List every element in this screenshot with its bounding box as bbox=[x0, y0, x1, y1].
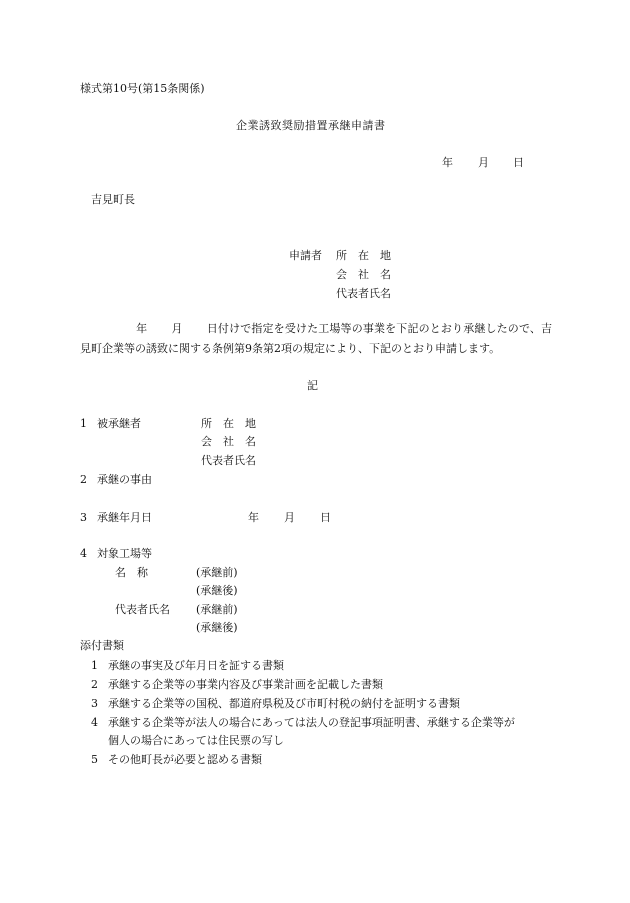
date-day-label: 日 bbox=[513, 156, 524, 169]
item3-label: 承継年月日 bbox=[97, 511, 152, 524]
date-year-label: 年 bbox=[442, 156, 453, 169]
item1-address-label: 所 在 地 bbox=[201, 417, 256, 430]
attachment-5-text: その他町長が必要と認める書類 bbox=[108, 753, 262, 766]
attachment-2-text: 承継する企業等の事業内容及び事業計画を記載した書類 bbox=[108, 678, 383, 691]
ki-heading: 記 bbox=[307, 379, 318, 392]
attachment-4-text-continued: 個人の場合にあっては住民票の写し bbox=[108, 734, 284, 747]
item3-day-label: 日 bbox=[320, 511, 331, 524]
applicant-company-label: 会 社 名 bbox=[336, 268, 391, 281]
item2-number: 2 bbox=[80, 473, 87, 486]
body-month-label: 月 bbox=[171, 322, 183, 335]
item4-rep-before: (承継前) bbox=[196, 603, 238, 616]
item4-name-before: (承継前) bbox=[196, 566, 238, 579]
attachment-4-text: 承継する企業等が法人の場合にあっては法人の登記事項証明書、承継する企業等が bbox=[108, 716, 515, 729]
item3-number: 3 bbox=[80, 511, 87, 524]
body-year-label: 年 bbox=[136, 322, 148, 335]
item4-number: 4 bbox=[80, 547, 87, 560]
item4-rep-after: (承継後) bbox=[196, 621, 238, 634]
item3-month-label: 月 bbox=[284, 511, 295, 524]
attachment-1-number: 1 bbox=[91, 659, 98, 672]
body-text: 日付けで指定を受けた工場等の事業を下記のとおり承継したので、吉見町企業等の誘致に関する条例第9条第2項の規定により、下記のとおり申請します。 bbox=[80, 322, 553, 355]
item4-name-after: (承継後) bbox=[196, 584, 238, 597]
page-title: 企業誘致奨励措置承継申請書 bbox=[236, 119, 386, 132]
addressee: 吉見町長 bbox=[91, 193, 135, 206]
applicant-address-label: 所 在 地 bbox=[336, 249, 391, 262]
item4-label: 対象工場等 bbox=[97, 547, 152, 560]
attachment-2-number: 2 bbox=[91, 678, 98, 691]
item4-name-label: 名 称 bbox=[115, 566, 148, 579]
item4-representative-label: 代表者氏名 bbox=[115, 603, 170, 616]
item1-representative-label: 代表者氏名 bbox=[201, 454, 256, 467]
date-month-label: 月 bbox=[478, 156, 489, 169]
application-statement bbox=[80, 319, 552, 359]
attachments-heading: 添付書類 bbox=[80, 639, 124, 652]
form-number: 様式第10号(第15条関係) bbox=[80, 82, 205, 95]
attachment-3-number: 3 bbox=[91, 697, 98, 710]
attachment-1-text: 承継の事実及び年月日を証する書類 bbox=[108, 659, 284, 672]
item3-year-label: 年 bbox=[248, 511, 259, 524]
attachment-4-number: 4 bbox=[91, 716, 98, 729]
item1-company-label: 会 社 名 bbox=[201, 435, 256, 448]
applicant-label: 申請者 bbox=[289, 249, 322, 262]
item2-label: 承継の事由 bbox=[97, 473, 152, 486]
attachment-5-number: 5 bbox=[91, 753, 98, 766]
item1-label: 被承継者 bbox=[97, 417, 141, 430]
item1-number: 1 bbox=[80, 417, 87, 430]
attachment-3-text: 承継する企業等の国税、都道府県税及び市町村税の納付を証明する書類 bbox=[108, 697, 460, 710]
applicant-representative-label: 代表者氏名 bbox=[336, 287, 391, 300]
